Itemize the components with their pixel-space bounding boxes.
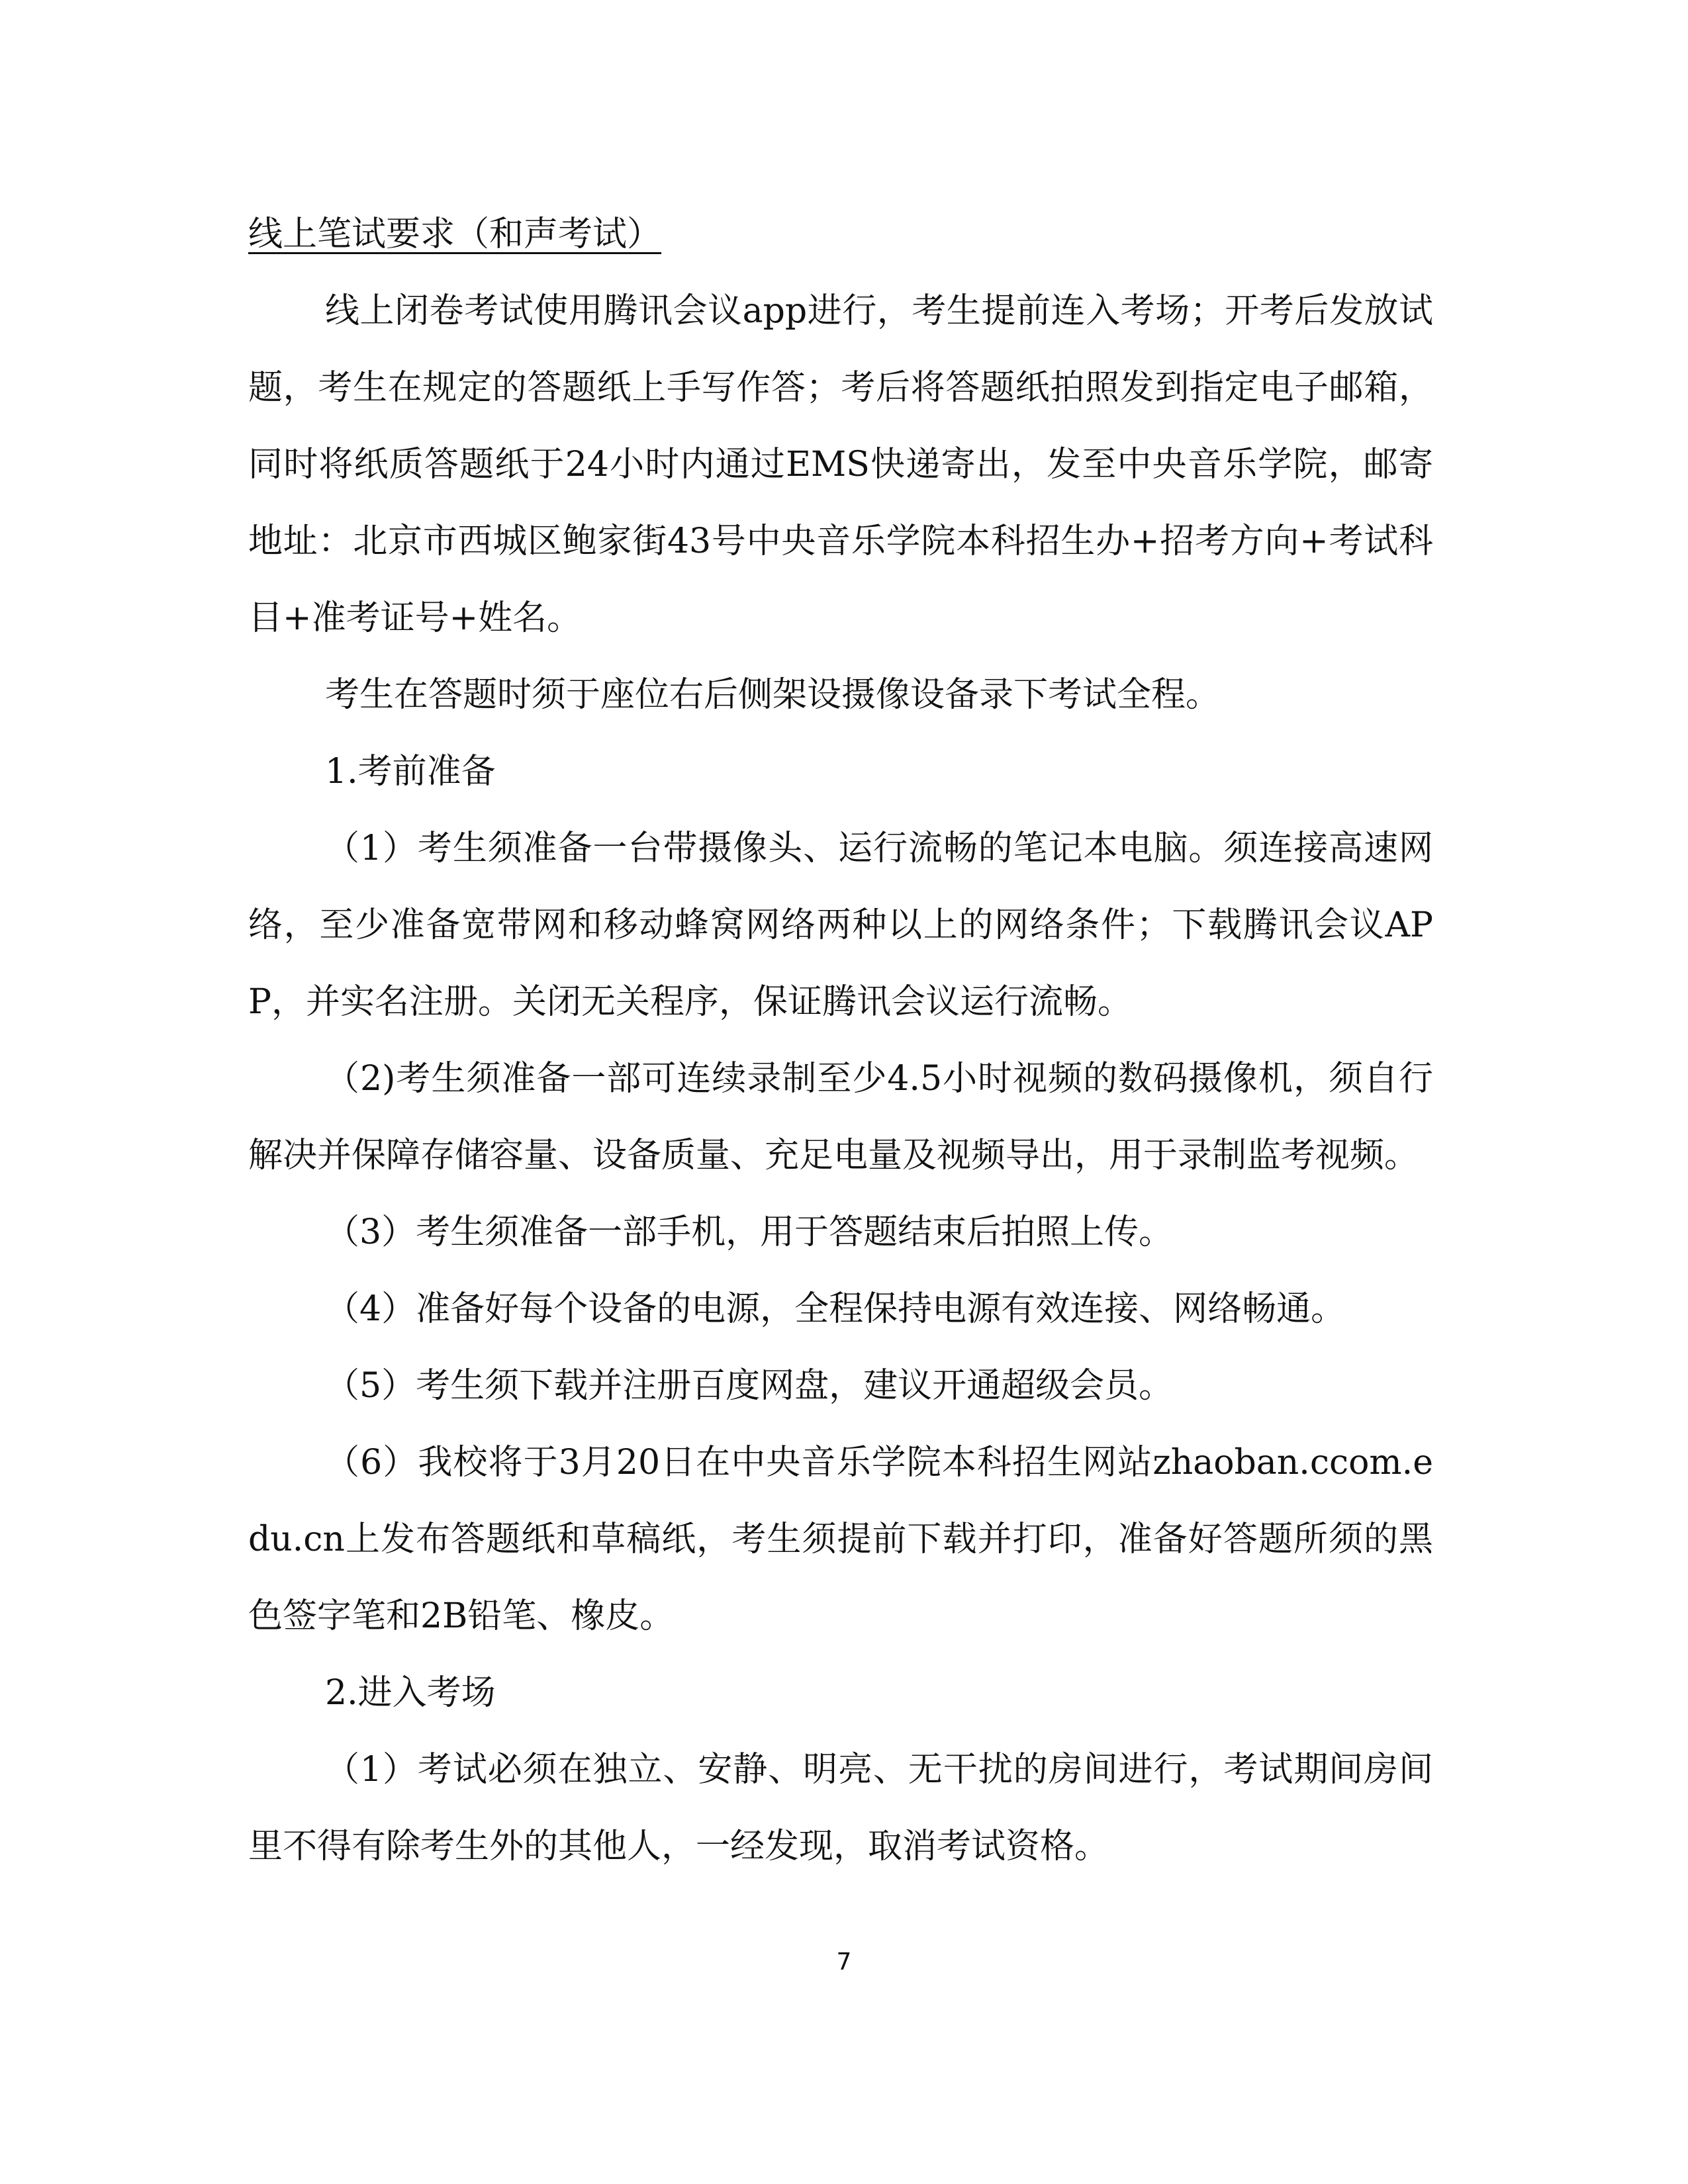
page-number: 7 xyxy=(836,1948,852,1976)
section-heading-preparation: 1.考前准备 xyxy=(325,752,496,792)
title-text: 线上笔试要求（和声考试） xyxy=(248,214,662,254)
intro-paragraph: 线上闭卷考试使用腾讯会议app进行，考生提前连入考场；开考后发放试题，考生在规定的答题纸上手写作答；考后将答题纸拍照发到指定电子邮箱，同时将纸质答题纸于24小时内通过EMS快递寄出，发至中央音乐学院，邮寄地址：北京市西城区鲍家街43号中央音乐学院本科招生办+招考方向+考试科目+准考证号+姓名。 xyxy=(248,291,1433,638)
enter-item-1: （1）考试必须在独立、安静、明亮、无干扰的房间进行，考试期间房间里不得有除考生外的其他人，一经发现，取消考试资格。 xyxy=(248,1750,1433,1866)
prep-item-3: （3）考生须准备一部手机，用于答题结束后拍照上传。 xyxy=(325,1212,1174,1252)
prep-item-6: （6）我校将于3月20日在中央音乐学院本科招生网站zhaoban.ccom.edu.cn上发布答题纸和草稿纸，考生须提前下载并打印，准备好答题所须的黑色签字笔和2B铅笔、橡皮。 xyxy=(248,1443,1433,1636)
prep-item-2: （2)考生须准备一部可连续录制至少4.5小时视频的数码摄像机，须自行解决并保障存储容量、设备质量、充足电量及视频导出，用于录制监考视频。 xyxy=(248,1059,1433,1175)
prep-item-4: （4）准备好每个设备的电源，全程保持电源有效连接、网络畅通。 xyxy=(325,1289,1346,1329)
document-body xyxy=(248,196,1433,1885)
prep-item-5: （5）考生须下载并注册百度网盘，建议开通超级会员。 xyxy=(325,1366,1174,1406)
section-heading-enter-exam: 2.进入考场 xyxy=(325,1673,496,1713)
camera-requirement-paragraph: 考生在答题时须于座位右后侧架设摄像设备录下考试全程。 xyxy=(325,675,1221,715)
prep-item-1: （1）考生须准备一台带摄像头、运行流畅的笔记本电脑。须连接高速网络，至少准备宽带网和移动蜂窝网络两种以上的网络条件；下载腾讯会议APP，并实名注册。关闭无关程序，保证腾讯会议运行流畅。 xyxy=(248,829,1433,1022)
document-title xyxy=(248,196,1433,273)
